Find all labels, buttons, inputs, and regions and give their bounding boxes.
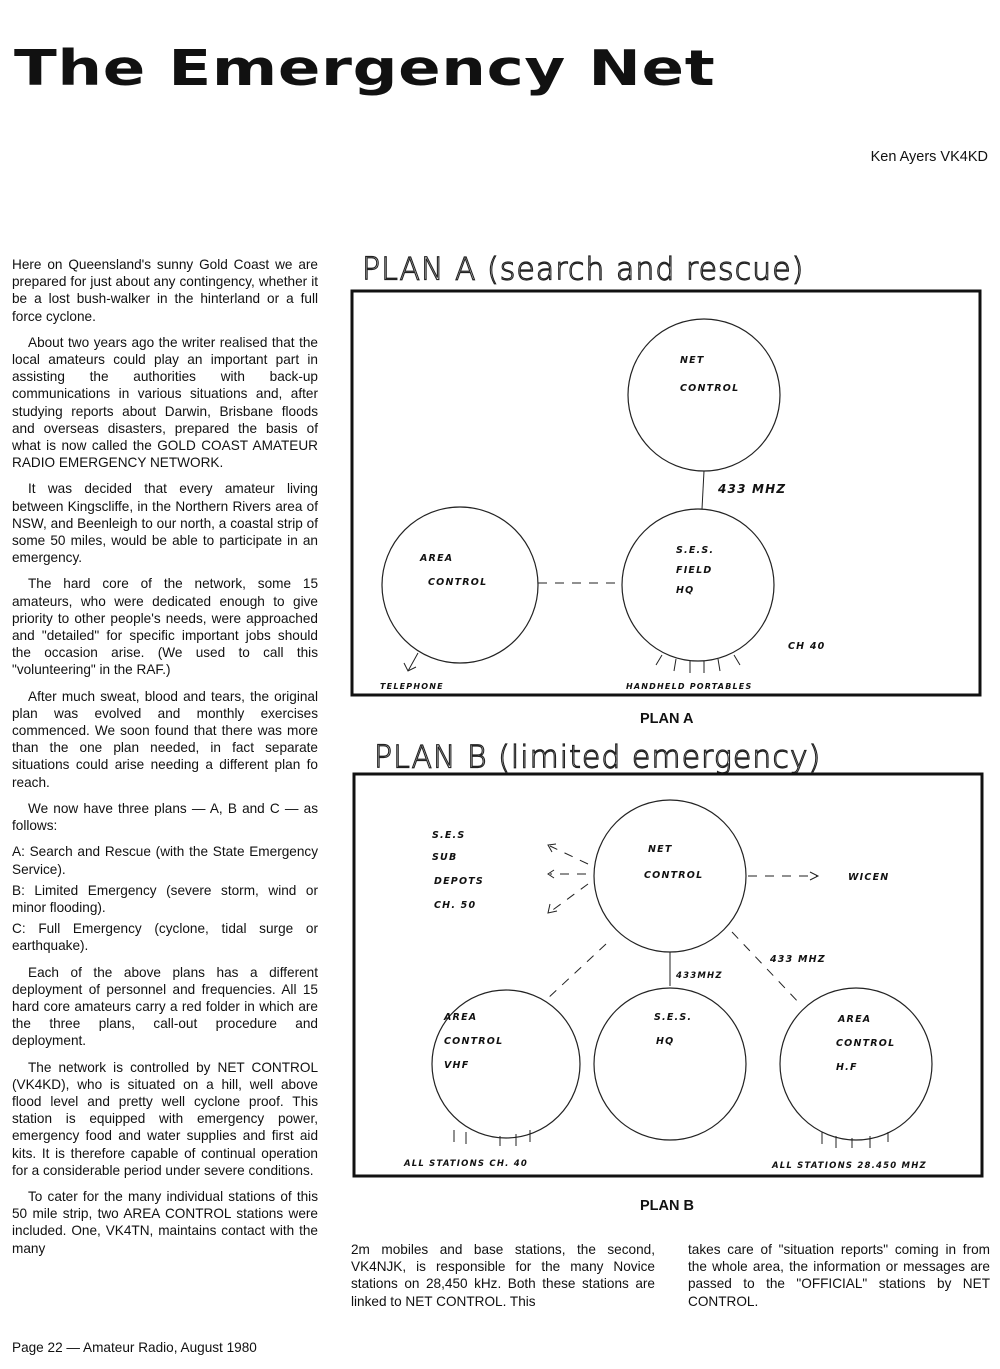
frequency-label: 433MHZ — [676, 971, 723, 981]
channel-label: CH 40 — [788, 641, 826, 652]
frequency-label: 433 MHZ — [718, 482, 787, 496]
all-stations-left: ALL STATIONS CH. 40 — [404, 1159, 528, 1169]
wicen-label: WICEN — [848, 872, 890, 883]
depot-arrow — [550, 846, 588, 864]
net-control-label: NET — [680, 355, 705, 366]
depots-label: DEPOTS — [434, 876, 484, 887]
ses-hq-circle — [594, 988, 746, 1140]
plan-c-item: C: Full Emergency (cyclone, tidal surge or earthquake). — [12, 921, 318, 954]
area-control-label: CONTROL — [428, 577, 488, 588]
link-hf — [732, 932, 802, 1006]
plan-b-heading: PLAN B (limited emergency) — [374, 739, 822, 776]
link-line — [702, 471, 704, 509]
depot-arrowheads — [548, 844, 557, 913]
paragraph: About two years ago the writer realised that the local amateurs could play an important part in assisting the authorities with back-up communications in various situations and, after studying reports about Darwin, Brisbane floods and overseas disasters, prepared the basis of what is now called the GOLD COAST AMATEUR RADIO EMERGENCY NETWORK. — [12, 334, 318, 471]
area-vhf-label: VHF — [444, 1060, 470, 1071]
paragraph: To cater for the many individual stations of this 50 mile strip, two AREA CONTROL stations were included. One, VK4TN, maintains contact with the many — [12, 1188, 318, 1256]
net-control-label: CONTROL — [680, 383, 740, 394]
plan-b-diagram — [340, 768, 990, 1188]
author-byline: Ken Ayers VK4KD — [870, 149, 988, 165]
net-control-circle — [628, 319, 780, 471]
paragraph: We now have three plans — A, B and C — as follows: — [12, 800, 318, 834]
plan-a-caption: PLAN A — [640, 711, 694, 727]
telephone-label: TELEPHONE — [380, 682, 444, 691]
all-stations-right: ALL STATIONS 28.450 MHZ — [772, 1161, 927, 1171]
paragraph: After much sweat, blood and tears, the original plan was evolved and monthly exercises commenced. We soon found that there was more than the one plan needed, in fact separate situations could arise needing a different plan fo reach. — [12, 688, 318, 790]
area-vhf-label: AREA — [444, 1012, 478, 1023]
portable-arrows — [656, 655, 740, 673]
paragraph: Each of the above plans has a different deployment of personnel and frequencies. All 15 hard core amateurs carry a red folder in which are the three plans, call-out procedure and deployment. — [12, 964, 318, 1049]
area-hf-label: H.F — [836, 1062, 858, 1073]
article-column-2: 2m mobiles and base stations, the second, VK4NJK, is responsible for the many Novice stations on 28,450 kHz. Both these stations are linked to NET CONTROL. This — [351, 1242, 655, 1309]
ses-label: HQ — [676, 585, 695, 596]
telephone-arrow — [404, 653, 418, 671]
frequency-label: 433 MHZ — [770, 954, 826, 965]
plan-a-diagram — [340, 283, 990, 703]
area-vhf-label: CONTROL — [444, 1036, 504, 1047]
plan-a-frame — [352, 291, 980, 695]
article-column-3: takes care of "situation reports" coming in from the whole area, the information or messages are passed to the "OFFICIAL" stations by NET CONTROL. — [688, 1242, 990, 1309]
net-control-label: NET — [648, 844, 673, 855]
area-hf-label: AREA — [838, 1014, 872, 1025]
ses-label: S.E.S. — [676, 545, 715, 556]
link-vhf — [546, 944, 606, 1000]
ses-field-hq-circle — [622, 509, 774, 661]
depots-label: SUB — [432, 852, 458, 863]
article-column-1 — [12, 256, 318, 1266]
plan-b-caption: PLAN B — [640, 1198, 694, 1214]
paragraph: It was decided that every amateur living between Kingscliffe, in the Northern Rivers area of NSW, and Beenleigh to our north, a coastal strip of some 50 miles, would be able to participate in an emergency. — [12, 481, 318, 566]
plan-a-heading: PLAN A (search and rescue) — [362, 251, 805, 288]
paragraph: The hard core of the network, some 15 amateurs, who were dedicated enough to give priority to other people's needs, were approached and "detailed" for specific important jobs should the occasion arise. (We used to call this "volunteering" in the RAF.) — [12, 576, 318, 678]
area-hf-label: CONTROL — [836, 1038, 896, 1049]
plan-b-item: B: Limited Emergency (severe storm, wind or minor flooding). — [12, 882, 318, 915]
depots-label: S.E.S — [432, 830, 466, 841]
net-control-label: CONTROL — [644, 870, 704, 881]
ses-label: FIELD — [676, 565, 713, 576]
handheld-label: HANDHELD PORTABLES — [626, 682, 753, 691]
article-title: The Emergency Net — [14, 40, 716, 97]
depot-arrow — [550, 884, 588, 912]
paragraph: Here on Queensland's sunny Gold Coast we are prepared for just about any contingency, whether it be a lost bush-walker in the hinterland or a full force cyclone. — [12, 257, 318, 324]
area-control-label: AREA — [420, 553, 454, 564]
depots-label: CH. 50 — [434, 900, 477, 911]
vhf-arrows — [454, 1130, 530, 1146]
page-footer: Page 22 — Amateur Radio, August 1980 — [12, 1340, 257, 1355]
paragraph: The network is controlled by NET CONTROL (VK4KD), who is situated on a hill, well above flood level and pretty well cyclone proof. This station is equipped with emergency power, emergency food and water supplies and first aid kits. It is therefore capable of continual operation for a considerable period under severe conditions. — [12, 1059, 318, 1178]
ses-hq-label: HQ — [656, 1036, 675, 1047]
plan-a-item: A: Search and Rescue (with the State Emergency Service). — [12, 844, 318, 877]
ses-hq-label: S.E.S. — [654, 1012, 693, 1023]
